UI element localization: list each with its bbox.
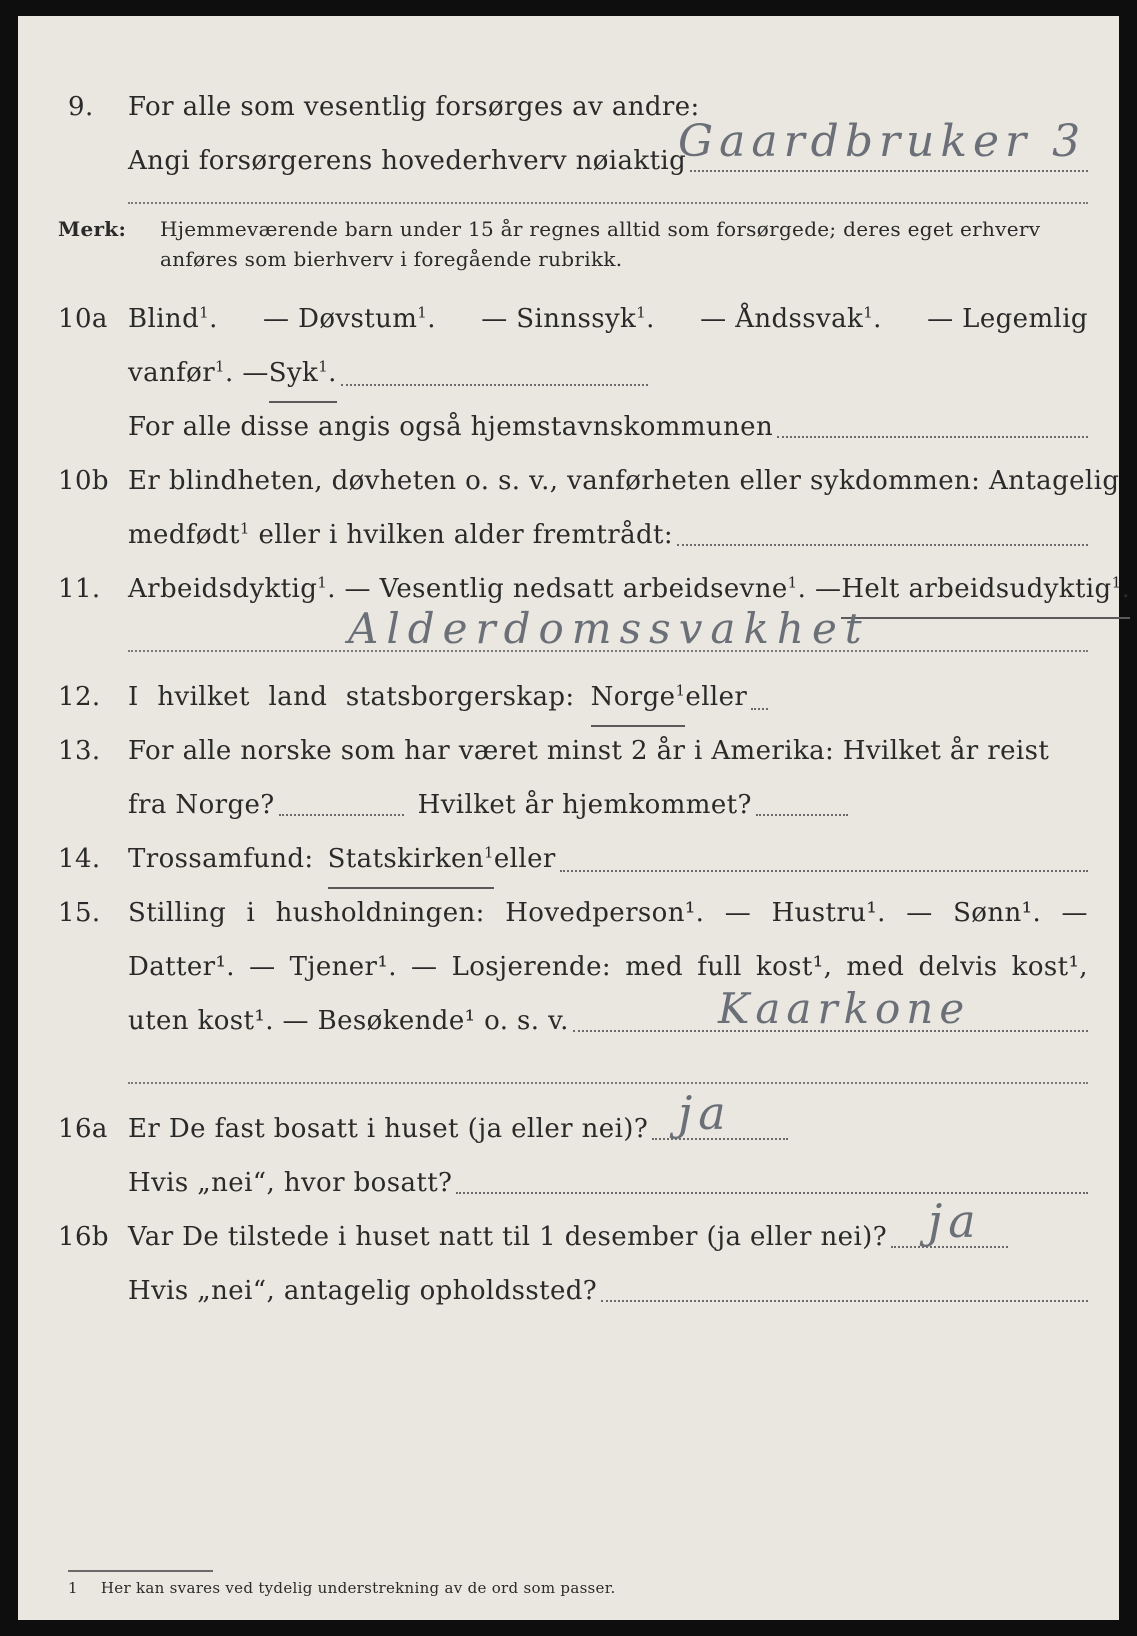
q14-answer-line[interactable] — [560, 870, 1088, 872]
q9-prompt: Angi forsørgerens hovederhverv nøiaktig — [128, 146, 687, 176]
q10a-legemlig: — Legemlig — [927, 304, 1088, 334]
q14-question: Trossamfund: — [128, 844, 314, 874]
q10b-answer-line[interactable] — [677, 544, 1088, 546]
q10a-line2 — [18, 346, 1119, 400]
q9-answer-line[interactable] — [690, 170, 1088, 172]
census-form-page — [18, 16, 1131, 1620]
q16b-number: 16b — [58, 1222, 109, 1252]
merk-label: Merk: — [58, 217, 127, 241]
q11-number: 11. — [58, 574, 101, 604]
q13-hjemkommet-prompt: Hvilket år hjemkommet? — [417, 790, 752, 820]
q10a-andssvak: — Åndssvak$^1$. — [700, 303, 882, 334]
q12-eller: eller — [685, 682, 748, 712]
q10a-number: 10a — [58, 304, 108, 334]
merk-text-line2: anføres som bierhverv i foregående rubrikk. — [160, 247, 623, 271]
q10a-blind: Blind$^1$. — [128, 303, 218, 334]
q9-question: For alle som vesentlig forsørges av andre: — [128, 92, 700, 122]
q16a-question: Er De fast bosatt i huset (ja eller nei)? — [128, 1114, 649, 1144]
q16a-hvor-line[interactable] — [456, 1192, 1088, 1194]
q10a-dovstum: — Døvstum$^1$. — [263, 303, 436, 334]
q10a-syk-underlined: Syk$^1$. — [269, 346, 337, 403]
q10b-line2 — [18, 508, 1119, 562]
q14-eller: eller — [493, 844, 556, 874]
footnote-text: Her kan svares ved tydelig understrekning av de ord som passer. — [100, 1579, 616, 1597]
q16b-question: Var De tilstede i huset natt til 1 desember (ja eller nei)? — [128, 1222, 888, 1252]
q16b-opholdssted-line[interactable] — [601, 1300, 1088, 1302]
q16b-handwritten-answer: ja — [928, 1194, 982, 1248]
q12-norge-underlined: Norge$^1$ — [591, 670, 686, 727]
q16b-line2 — [18, 1264, 1119, 1318]
q10b-line1 — [18, 454, 1119, 508]
q16a-hvor-prompt: Hvis „nei“, hvor bosatt? — [128, 1168, 453, 1198]
q12-answer-line[interactable] — [751, 708, 768, 710]
q13-question: For alle norske som har været minst 2 år i Amerika: Hvilket år reist — [128, 736, 1050, 766]
q10a-hjemstavn-prompt: For alle disse angis også hjemstavnskommunen — [128, 412, 774, 442]
q10a-line3 — [18, 400, 1119, 454]
q10b-question: Er blindheten, døvheten o. s. v., vanførheten eller sykdommen: Antagelig — [128, 466, 1120, 496]
q10b-prompt: medfødt$^1$ eller i hvilken alder fremtrådt: — [128, 519, 674, 550]
q9-extra-line — [128, 202, 1088, 204]
q16b-opholdssted-prompt: Hvis „nei“, antagelig opholdssted? — [128, 1276, 598, 1306]
q13-reist-prompt: fra Norge? — [128, 790, 275, 820]
merk-note — [18, 214, 1119, 274]
q10b-number: 10b — [58, 466, 109, 496]
q12-question: I hvilket land statsborgerskap: — [128, 682, 575, 712]
q13-line2 — [18, 778, 1119, 832]
q13-line1 — [18, 724, 1119, 778]
q13-reist-line[interactable] — [279, 814, 404, 816]
q9-number: 9. — [68, 92, 94, 122]
footnote-mark: 1 — [68, 1579, 78, 1597]
merk-text-line1: Hjemmeværende barn under 15 år regnes alltid som forsørgede; deres eget erhverv — [160, 217, 1041, 241]
q10a-line1 — [18, 292, 1119, 346]
q14-statskirken-underlined: Statskirken$^1$ — [328, 832, 494, 889]
q16a-line1 — [18, 1102, 1119, 1156]
q14-line — [18, 832, 1119, 886]
q10a-answer-line[interactable] — [341, 384, 648, 386]
q15-handwritten-answer: Kaarkone — [718, 984, 971, 1033]
q14-number: 14. — [58, 844, 101, 874]
q10a-hjemstavn-line[interactable] — [777, 436, 1088, 438]
q16a-number: 16a — [58, 1114, 108, 1144]
q11-handwritten-answer: Alderdomssvakhet — [348, 604, 870, 653]
q16a-handwritten-answer: ja — [678, 1086, 732, 1140]
footnote-rule — [68, 1570, 213, 1572]
q12-number: 12. — [58, 682, 101, 712]
q10a-sinnssyk: — Sinnssyk$^1$. — [481, 303, 655, 334]
q11-helt-arbeidsudyktig-underlined: Helt arbeidsudyktig$^1$. — [841, 562, 1130, 619]
q10a-vanfor: vanfør$^1$. — — [128, 357, 269, 388]
q13-hjemkommet-line[interactable] — [756, 814, 848, 816]
footnote — [68, 1579, 616, 1597]
q13-number: 13. — [58, 736, 101, 766]
q15-line2: Datter¹. — Tjener¹. — Losjerende: med full kost¹, med delvis kost¹, — [128, 952, 1088, 982]
q11-options: Arbeidsdyktig$^1$. — Vesentlig nedsatt arbeidsevne$^1$. — — [128, 573, 842, 604]
q15-number: 15. — [58, 898, 101, 928]
q15-line1: 15. Stilling i husholdningen: Hovedperson¹. — Hustru¹. — Sønn¹. — — [18, 886, 1119, 940]
q15-extra-line — [128, 1082, 1088, 1084]
q9-handwritten-answer: Gaardbruker 3 — [678, 116, 1087, 167]
q12-line — [18, 670, 1119, 724]
q15-besokende: uten kost¹. — Besøkende¹ o. s. v. — [128, 1006, 569, 1036]
